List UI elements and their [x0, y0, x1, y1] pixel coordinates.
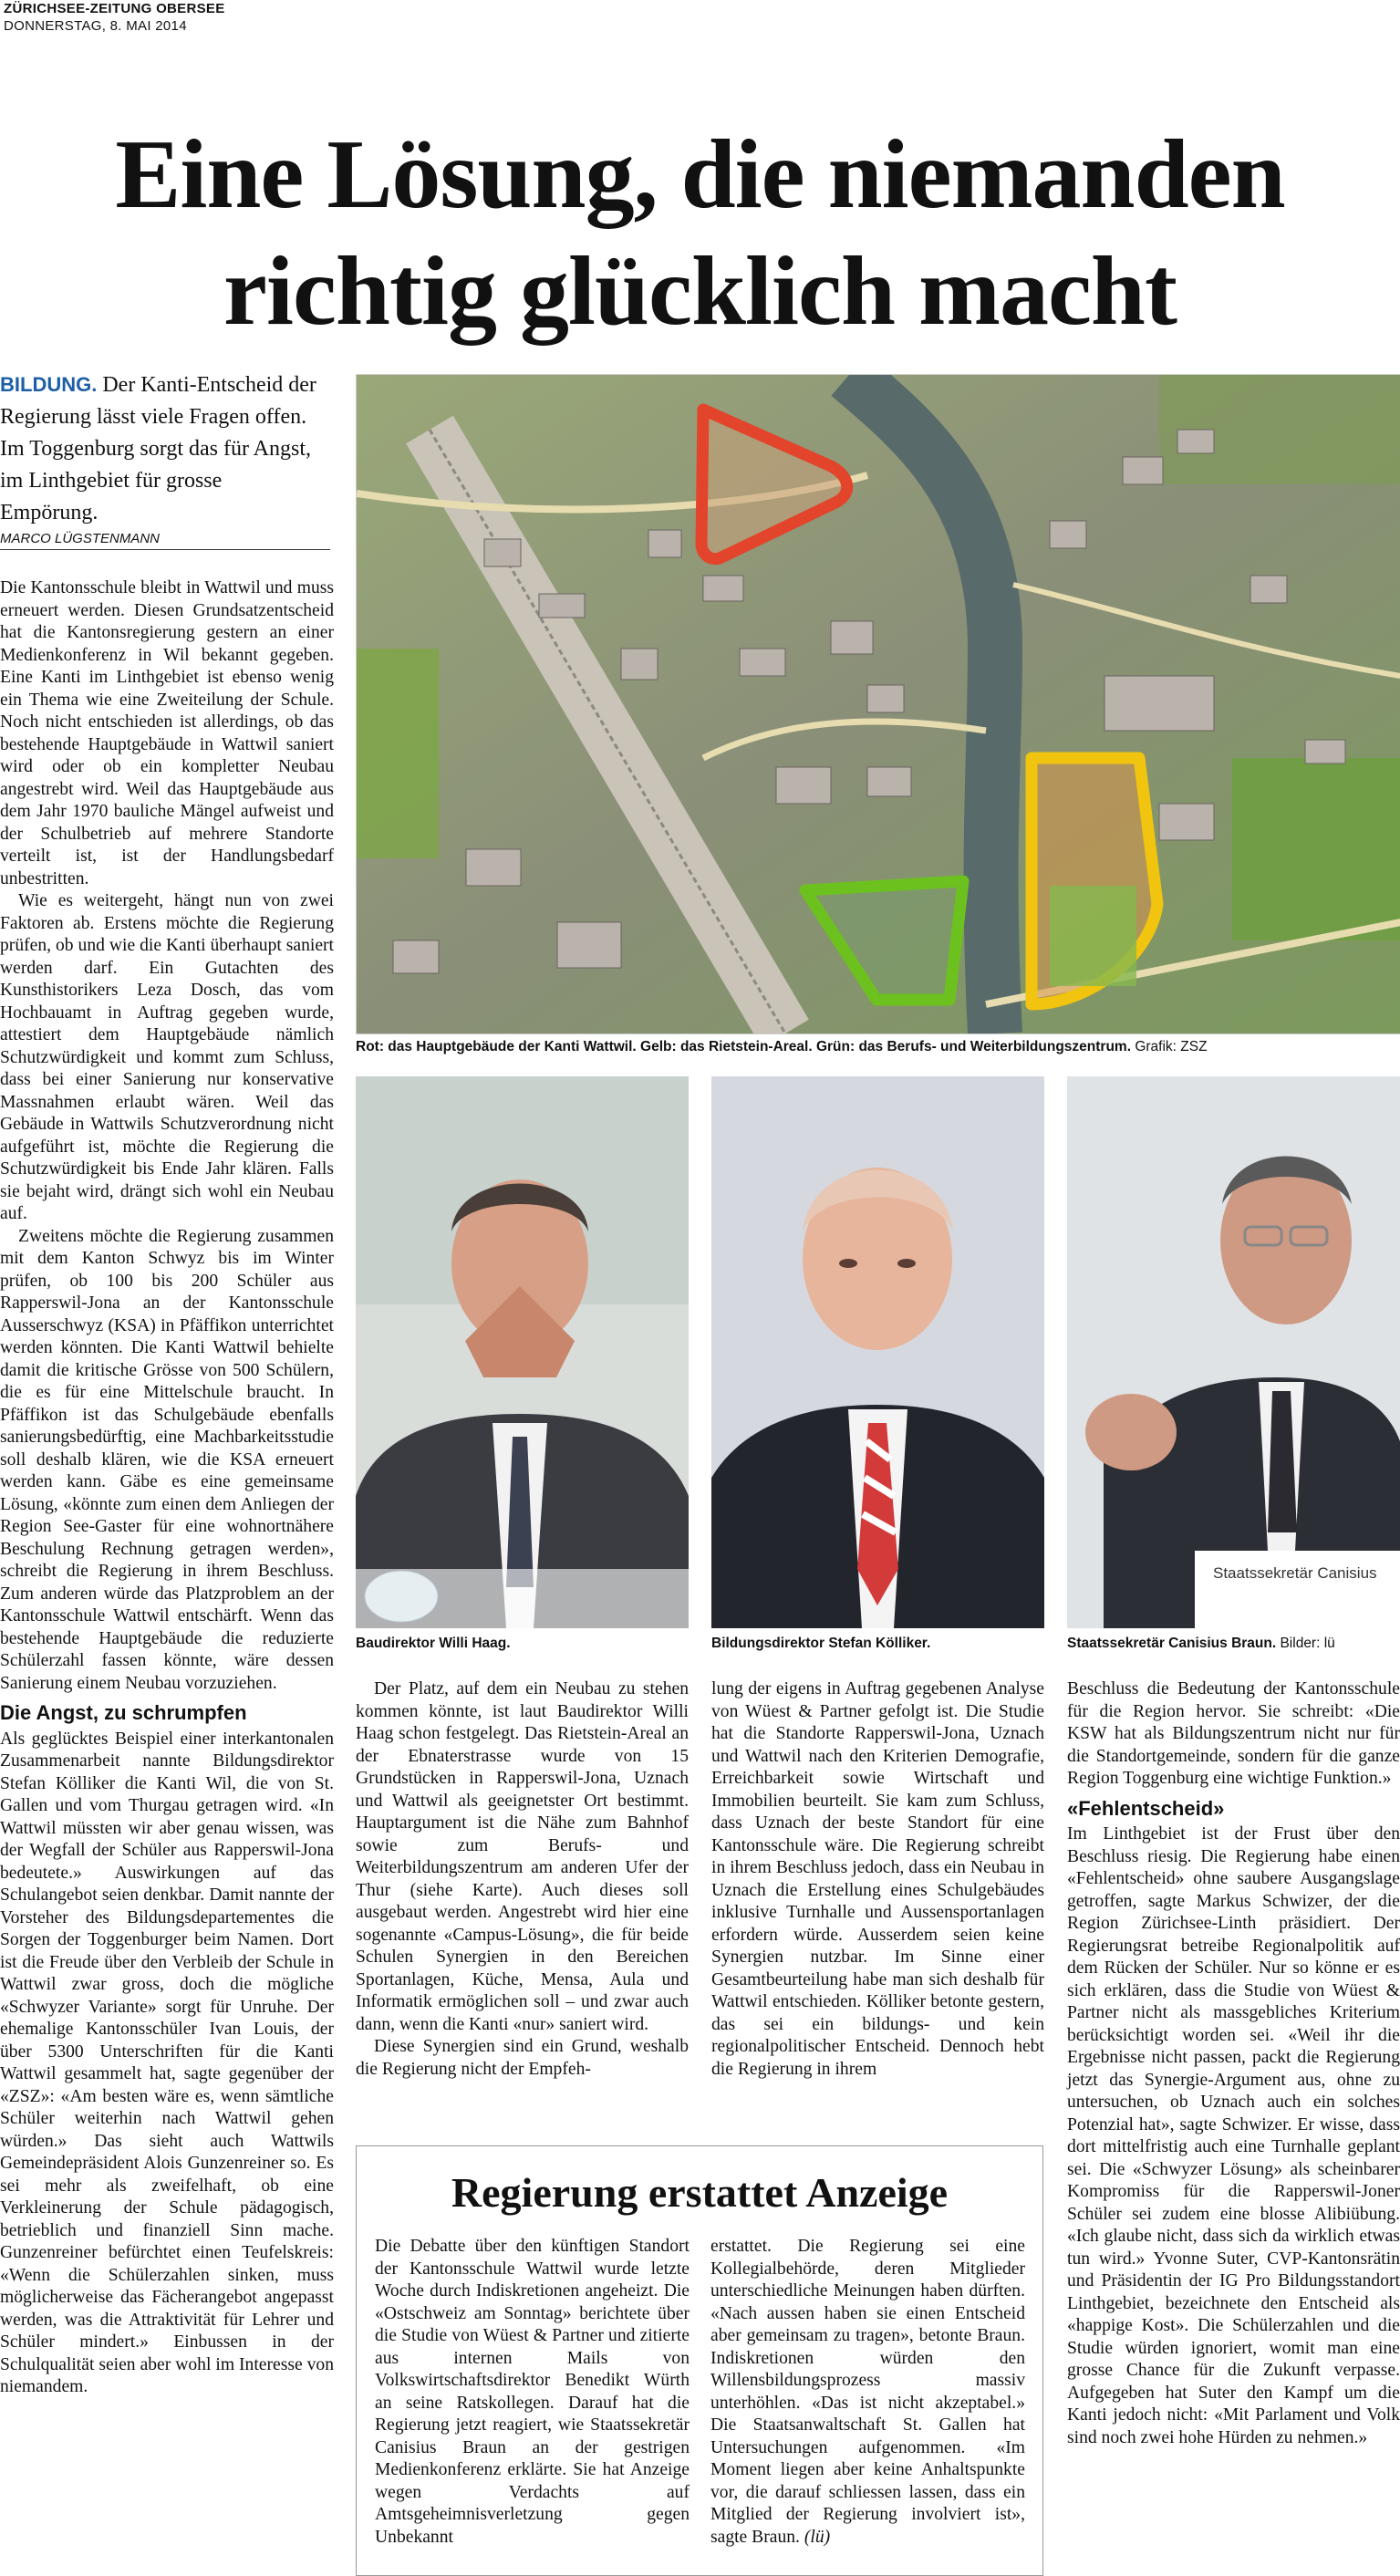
masthead: [4, 0, 225, 35]
photo-caption-2: Bildungsdirektor Stefan Kölliker.: [711, 1636, 931, 1651]
portrait-image: [356, 1076, 689, 1628]
subheading: «Fehlentscheid»: [1067, 1796, 1225, 1820]
headline: [55, 117, 1345, 350]
article-column-3: [711, 1678, 1044, 2081]
photo-caption-1: Baudirektor Willi Haag.: [356, 1636, 511, 1651]
map-caption: [356, 1038, 1400, 1056]
aerial-map-image: [357, 375, 1400, 1034]
article-column-1: [0, 577, 334, 2399]
subheading: Die Angst, zu schrumpfen: [0, 1701, 247, 1724]
lead-text: Der Kanti-Entscheid der Regierung lässt viele Fragen offen. Im Toggenburg sorgt das für Angst, im Linthgebiet für grosse Empörung.: [0, 373, 316, 525]
paragraph: Als geglücktes Beispiel einer interkantonalen Zusammenarbeit nannte Bildungsdirektor Stefan Kölliker die Kanti Wil, die von St. Gallen und vom Thurgau getragen wird. «In Wattwil müssten wir aber genau wissen, was der Wegfall der Schüler aus Rapperswil-Jona bedeutete.» Auswirkungen auf das Schulangebot seien denkbar. Damit nannte der Vorsteher des Bildungsdepartementes die Sorgen der Toggenburger beim Namen. Dort ist die Freude über den Verbleib der Schule in Wattwil zwar gross, doch die mögliche «Schwyzer Variante» sorgt für Unruhe. Der ehemalige Kantonsschüler Ivan Louis, der über 5300 Unterschriften für die Kanti Wattwil gesammelt hat, sagte gegenüber der «ZSZ»: «Am besten wäre es, wenn sämtliche Schüler weiterhin nach Wattwil gehen würden.» Das sieht auch Wattwils Gemeindepräsident Alois Gunzenreiner so. Es sei mehr als zweifelhaft, ob eine Verkleinerung der Schule pädagogisch, betrieblich und finanziell Sinn mache. Gunzenreiner befürchtet einen Teufelskreis: «Wenn die Schülerzahlen sinken, muss möglicherweise das Fächerangebot angepasst werden, was die Attraktivität für Lehrer und Schüler mindert.» Einbussen in der Schulqualität seien aber wohl im Interesse von niemandem.: [0, 1729, 334, 2396]
photo-willi-haag: [356, 1076, 689, 1628]
paragraph: Wie es weitergeht, hängt nun von zwei Faktoren ab. Erstens möchte die Regierung prüfen, ob und wie die Kanti überhaupt saniert werden darf. Ein Gutachten des Kunsthistorikers Leza Dosch, das vom Hochbauamt in Auftrag gegeben wurde, attestiert dem Hauptgebäude nämlich Schutzwürdigkeit und kommt zum Schluss, dass bei einer Sanierung nur konservative Massnahmen erlaubt wären. Weil das Gebäude in Wattwils Schutzverordnung nicht aufgeführt ist, möchte die Regierung die Schutzwürdigkeit bis Ende Jahr klären. Falls sie bejaht wird, drängt sich wohl ein Neubau auf.: [0, 891, 334, 1223]
article-column-4: [1067, 1678, 1400, 2449]
photo-stefan-koelliker: [711, 1076, 1044, 1628]
map-caption-text: Rot: das Hauptgebäude der Kanti Wattwil. Gelb: das Rietstein-Areal. Grün: das Berufs- und Weiterbildungszentrum.: [356, 1039, 1131, 1054]
article-column-2: [356, 1678, 689, 2081]
sidebar-box: [356, 2145, 1043, 2576]
sidebar-column-left: Die Debatte über den künftigen Standort der Kantonsschule Wattwil wurde letzte Woche durch Indiskretionen angeheizt. Die «Ostschweiz am Sonntag» berichtete über die Studie von Wüest & Partner und zitierte aus internen Mails von Volkswirtschaftsdirektor Benedikt Würth an seine Ratskollegen. Darauf hat die Regierung jetzt reagiert, wie Staatssekretär Canisius Braun an der gestrigen Medienkonferenz erklärte. Sie hat Anzeige wegen Verdachts auf Amtsgeheimnisverletzung gegen Unbekannt: [375, 2237, 690, 2547]
photo-caption-3: Staatssekretär Canisius Braun. Bilder: lü: [1067, 1636, 1335, 1651]
kicker: BILDUNG.: [0, 373, 98, 396]
lead-paragraph: [0, 369, 321, 529]
paragraph: Die Kantonsschule bleibt in Wattwil und muss erneuert werden. Diesen Grundsatzentscheid hat die Kantonsregierung gestern an einer Medienkonferenz in Wil bekannt gegeben. Eine Kanti im Linthgebiet ist ebenso wenig ein Thema wie eine Zweiteilung der Schule. Noch nicht entschieden ist allerdings, ob das bestehende Hauptgebäude in Wattwil saniert wird oder ob ein kompletter Neubau angestrebt wird. Weil das Hauptgebäude aus dem Jahr 1970 bauliche Mängel aufweist und der Schulbetrieb auf mehrere Standorte verteilt ist, ist der Handlungsbedarf unbestritten.: [0, 578, 334, 888]
publication-name: ZÜRICHSEE-ZEITUNG OBERSEE: [4, 1, 225, 16]
issue-date: DONNERSTAG, 8. MAI 2014: [4, 18, 187, 34]
portrait-image: [1067, 1076, 1400, 1628]
paragraph: lung der eigens in Auftrag gegebenen Analyse von Wüest & Partner gefolgt ist. Die Studie hat die Standorte Rapperswil-Jona, Uznach und Wattwil nach den Kriterien Demografie, Erreichbarkeit sowie Wirtschaft und Immobilien beurteilt. Sie kam zum Schluss, dass Uznach der beste Standort für eine Kantonsschule wäre. Die Regierung schreibt in ihrem Beschluss jedoch, dass ein Neubau in Uznach die Erstellung eines Schulgebäudes inklusive Turnhalle und Aussensportanlagen erfordern würde. Ausserdem seien keine Synergien nutzbar. Im Sinne einer Gesamtbeurteilung habe man sich deshalb für Wattwil entschieden. Kölliker betonte gestern, das sei ein bildungs- und kein regionalpolitischer Entscheid. Dennoch hebt die Regierung in ihrem: [711, 1679, 1044, 2079]
paragraph: Zweitens möchte die Regierung zusammen mit dem Kanton Schwyz bis im Winter prüfen, ob 100 bis 200 Schüler aus Rapperswil-Jona an der Kantonsschule Ausserschwyz (KSA) in Pfäffikon unterrichtet werden könnten. Die Kanti Wattwil behielte damit die kritische Grösse von 500 Schülern, die es für eine Mittelschule braucht. In Pfäffikon ist das Schulgebäude ebenfalls sanierungsbedürftig, eine Machbarkeitsstudie soll deshalb klären, wie die KSA erneuert werden kann. Gäbe es eine gemeinsame Lösung, «könnte zum einen dem Anliegen der Region See-Gaster für eine wohnortnähere Beschulung Rechnung getragen werden», schreibt die Regierung in ihrem Beschluss. Zum anderen würde das Platzproblem an der Kantonsschule Wattwil entschärft. Wenn das bestehende Hauptgebäude die reduzierte Schülerzahl fassen könnte, wäre dessen Sanierung einem Neubau vorzuziehen.: [0, 1226, 334, 1693]
sidebar-title: Regierung erstattet Anzeige: [451, 2169, 949, 2216]
aerial-map: [356, 374, 1400, 1034]
paragraph: Diese Synergien sind ein Grund, weshalb die Regierung nicht der Empfeh-: [356, 2037, 689, 2079]
headline-line-1: Eine Lösung, die niemanden: [115, 120, 1285, 229]
portrait-image: [711, 1076, 1044, 1628]
photo-canisius-braun: [1067, 1076, 1400, 1628]
paragraph: Der Platz, auf dem ein Neubau zu stehen kommen könnte, ist laut Baudirektor Willi Haag schon festgelegt. Das Rietstein-Areal an der Ebnaterstrasse wurde von 15 Grundstücken in Rapperswil-Jona, Uznach und Wattwil als geeignetster Ort bestimmt. Hauptargument ist die Nähe zum Bahnhof sowie zum Berufs- und Weiterbildungszentrum am anderen Ufer der Thur (siehe Karte). Auch dieses soll ausgebaut werden. Angestrebt wird hier eine sogenannte «Campus-Lösung», die für beide Schulen Synergien in den Bereichen Sportanlagen, Küche, Mensa, Aula und Informatik ermöglichen soll – und zwar auch dann, wenn die Kanti «nur» saniert wird.: [356, 1679, 689, 2034]
nameplate-text: Staatssekretär Canisius: [1213, 1564, 1377, 1582]
headline-line-2: richtig glücklich macht: [223, 237, 1177, 346]
map-caption-credit: Grafik: ZSZ: [1135, 1039, 1208, 1054]
paragraph: Beschluss die Bedeutung der Kantonsschule für die Region hervor. Sie schreibt: «Die KSW hat als Bildungszentrum nicht nur für die Standortgemeinde, sondern für die ganze Region Toggenburg eine wichtige Funktion.»: [1067, 1679, 1400, 1788]
byline: MARCO LÜGSTENMANN: [0, 531, 330, 550]
sidebar-signature: (lü): [804, 2527, 831, 2547]
paragraph: Im Linthgebiet ist der Frust über den Beschluss riesig. Die Regierung habe einen «Fehlentscheid» ohne saubere Ausgangslage getroffen, sagte Markus Schwizer, der die Region Zürichsee-Linth präsidiert. Der Regierungsrat betreibe Regionalpolitik auf dem Rücken der Schüler. Nur so könne er es sich erklären, dass die Studie von Wüest & Partner nicht als massgebliches Kriterium berücksichtigt worden sei. «Weil ihr die Ergebnisse nicht passen, packt die Regierung jetzt das Synergie-Argument aus, ohne zu untersuchen, ob Uznach auch ein solches Potenzial hat», sagte Schwizer. Er wisse, dass dort mittelfristig auch eine Turnhalle geplant sei. Die «Schwyzer Lösung» als scheinbarer Kompromiss für die Rapperswil-Joner Schüler sei zudem eine blosse Alibiübung. «Ich glaube nicht, dass sich da wirklich etwas tun wird.» Yvonne Suter, CVP-Kantonsrätin und Präsidentin der IG Pro Bildungsstandort Linthgebiet, bezeichnete den Entscheid als «happige Kost». Die Schülerzahlen und die Studie würden ignoriert, womit man eine grosse Chance für die Zukunft verpasse. Aufgegeben hat Suter den Kampf um die Kanti jedoch nicht: «Mit Parlament und Volk sind noch zwei hohe Hürden zu nehmen.»: [1067, 1824, 1400, 2447]
sidebar-column-right: erstattet. Die Regierung sei eine Kollegialbehörde, deren Mitglieder unterschiedliche Meinungen haben dürften. «Nach aussen haben sie einen Entscheid aber gemeinsam zu tragen», betonte Braun. Indiskretionen würden den Willensbildungsprozess massiv unterhöhlen. «Das ist nicht akzeptabel.» Die Staatsanwaltschaft St. Gallen hat Untersuchungen aufgenommen. «Im Moment liegen aber keine Anhaltspunkte vor, die darauf schliessen lassen, dass ein Mitglied der Regierung involviert ist», sagte Braun. (lü): [710, 2237, 1025, 2547]
